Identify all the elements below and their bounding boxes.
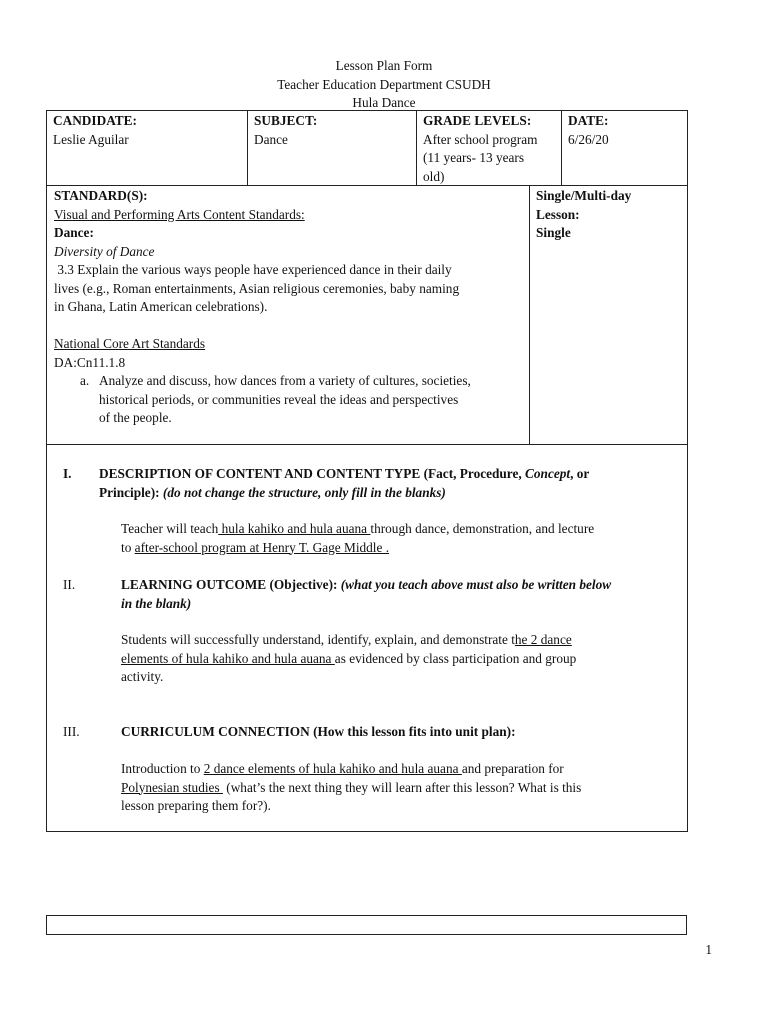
section-1-title-principle: Principle): bbox=[99, 484, 163, 500]
ncas-item-line-3: of the people. bbox=[99, 410, 172, 425]
section-2-title-instructions-2: in the blank) bbox=[121, 595, 192, 611]
candidate-label: CANDIDATE: bbox=[53, 113, 137, 128]
section-1-title-concept: Concept bbox=[525, 466, 571, 481]
diversity-of-dance: Diversity of Dance bbox=[54, 243, 155, 259]
section-3-body-text-d: lesson preparing them for?). bbox=[121, 798, 271, 813]
section-2-title-instructions: (what you teach above must also be written below bbox=[340, 577, 612, 592]
section-1-title-or: , or bbox=[570, 466, 590, 481]
section-2-body-blank-2: elements of hula kahiko and hula auana bbox=[121, 650, 335, 666]
grade-levels-cell bbox=[416, 110, 562, 186]
grade-levels-line-1: After school program bbox=[423, 131, 538, 147]
section-2-body-text-b: as evidenced by class participation and group bbox=[334, 650, 577, 666]
section-2-body-text-a: Students will successfully understand, identify, explain, and demonstrate t bbox=[121, 632, 515, 647]
section-2-body-blank-1: he 2 dance bbox=[514, 632, 572, 647]
section-2-body-text-c: activity. bbox=[121, 669, 164, 684]
date-cell bbox=[561, 110, 688, 186]
page-number: 1 bbox=[705, 942, 712, 957]
section-3-numeral: III. bbox=[63, 724, 80, 739]
section-3-body-text-a: Introduction to bbox=[121, 761, 204, 776]
standards-cell bbox=[46, 185, 530, 445]
grade-levels-line-2: (11 years- 13 years bbox=[423, 150, 525, 165]
section-1-body-text-c: to bbox=[121, 539, 135, 555]
section-3-body-text-c: (what’s the next thing they will learn after this lesson? What is this bbox=[222, 779, 582, 795]
date-label: DATE: bbox=[568, 113, 609, 128]
section-1-numeral: I. bbox=[63, 466, 72, 481]
section-1-body bbox=[121, 520, 681, 557]
standard-3-3-line-1: 3.3 Explain the various ways people have experienced dance in their daily bbox=[54, 262, 452, 277]
section-2-body bbox=[121, 631, 681, 687]
section-3-body-text-b: and preparation for bbox=[461, 761, 564, 776]
date-value: 6/26/20 bbox=[568, 131, 609, 147]
section-2-numeral: II. bbox=[63, 577, 76, 592]
footer-box bbox=[46, 915, 687, 935]
section-1-body-blank-1: hula kahiko and hula auana bbox=[218, 521, 371, 536]
section-3-body-blank-1: 2 dance elements of hula kahiko and hula auana bbox=[203, 761, 462, 776]
document-header bbox=[0, 57, 768, 113]
subject-label: SUBJECT: bbox=[254, 113, 318, 128]
ncas-list-item bbox=[54, 372, 523, 428]
ncas-heading: National Core Art Standards bbox=[54, 336, 206, 351]
section-2-title-text: LEARNING OUTCOME (Objective): bbox=[121, 577, 341, 592]
subject-cell bbox=[247, 110, 417, 186]
department-title: Teacher Education Department CSUDH bbox=[277, 76, 491, 92]
section-1-body-text-b: through dance, demonstration, and lecture bbox=[370, 521, 595, 536]
standard-3-3-line-3: in Ghana, Latin American celebrations). bbox=[54, 299, 268, 314]
section-3-title: CURRICULUM CONNECTION (How this lesson fits into unit plan): bbox=[121, 724, 516, 739]
candidate-cell bbox=[46, 110, 248, 186]
lesson-title: Hula Dance bbox=[352, 95, 416, 110]
form-title: Lesson Plan Form bbox=[335, 58, 433, 73]
subject-value: Dance bbox=[254, 131, 288, 147]
section-1-body-text-a: Teacher will teach bbox=[121, 521, 219, 536]
section-1-title-instructions: (do not change the structure, only fill in the blanks) bbox=[162, 484, 446, 500]
candidate-value: Leslie Aguilar bbox=[53, 131, 129, 147]
vapa-standards-heading: Visual and Performing Arts Content Standards: bbox=[54, 206, 305, 222]
list-marker: a. bbox=[80, 373, 90, 388]
section-3-body bbox=[121, 760, 681, 816]
dance-heading: Dance: bbox=[54, 225, 94, 240]
section-1-title-text: DESCRIPTION OF CONTENT AND CONTENT TYPE (Fact, Procedure, bbox=[99, 466, 526, 481]
ncas-item-line-1: Analyze and discuss, how dances from a variety of cultures, societies, bbox=[99, 373, 471, 388]
ncas-item-line-2: historical periods, or communities reveal the ideas and perspectives bbox=[99, 391, 459, 407]
ncas-code: DA:Cn11.1.8 bbox=[54, 354, 126, 370]
standards-label: STANDARD(S): bbox=[54, 188, 148, 203]
single-multi-label-2: Lesson: bbox=[536, 206, 580, 222]
single-multi-value: Single bbox=[536, 225, 571, 240]
single-multi-day-cell bbox=[529, 185, 688, 445]
grade-levels-label: GRADE LEVELS: bbox=[423, 113, 532, 128]
standard-3-3-line-2: lives (e.g., Roman entertainments, Asian religious ceremonies, baby naming bbox=[54, 280, 460, 296]
section-2-title bbox=[121, 576, 686, 613]
section-3-body-blank-2: Polynesian studies bbox=[121, 779, 223, 795]
grade-levels-line-3: old) bbox=[423, 168, 445, 184]
section-1-title bbox=[99, 465, 684, 502]
section-1-body-blank-2: after-school program at Henry T. Gage Middle . bbox=[134, 539, 390, 555]
single-multi-label-1: Single/Multi-day bbox=[536, 188, 632, 203]
